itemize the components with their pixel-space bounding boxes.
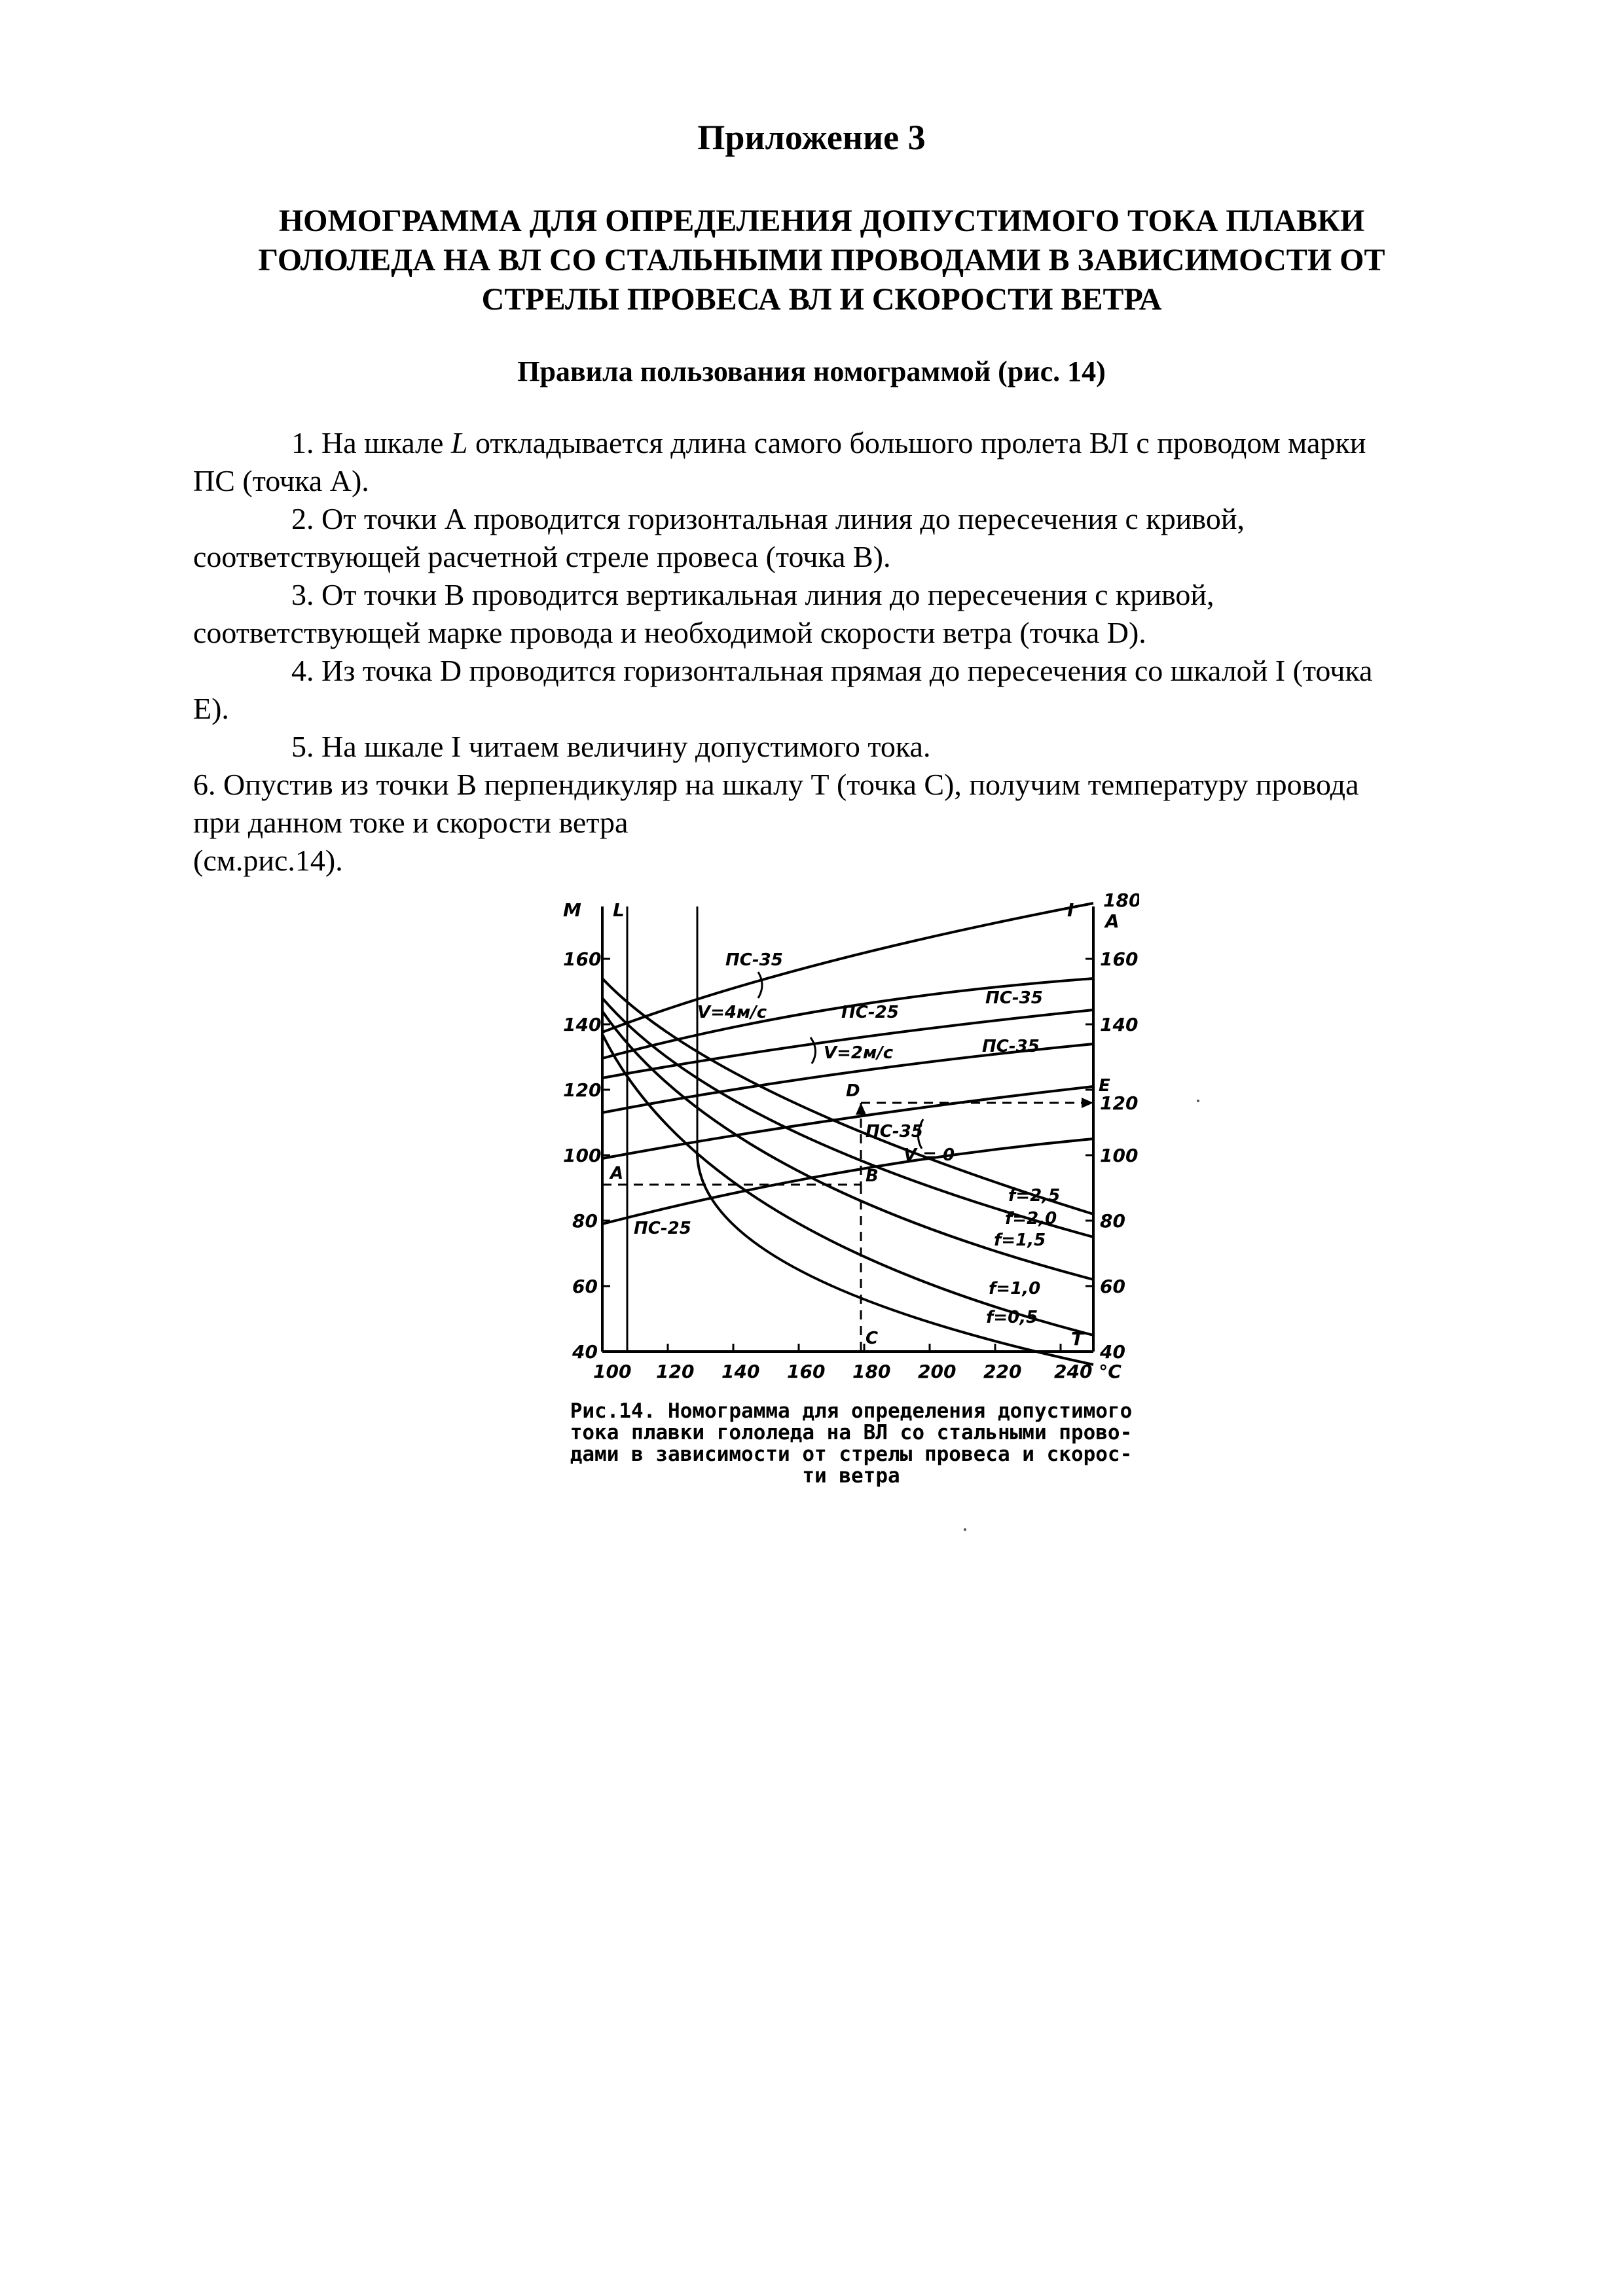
main-title (183, 202, 1460, 319)
rule-text: 3. От точки В проводится вертикальная линия до пересечения с кривой, (291, 578, 1214, 611)
left-unit-label: М (563, 899, 581, 921)
left-tick: 120 (563, 1079, 602, 1101)
right-tick: 160 (1100, 948, 1139, 970)
bottom-tick: 100 (593, 1361, 632, 1382)
curve-label: V = 0 (903, 1145, 955, 1165)
leader-v2 (811, 1037, 816, 1064)
curve-label: ПС-25 (634, 1219, 691, 1238)
nomogram-chart (550, 887, 1139, 1397)
caption-line: Рис.14. Номограмма для определения допустимого (570, 1399, 1133, 1423)
curve-label: ПС-35 (725, 950, 783, 970)
bottom-tick: 160 (787, 1361, 826, 1382)
arrow-e-icon (1082, 1098, 1093, 1108)
l-axis-label: L (613, 899, 625, 921)
rule-5 (193, 728, 1476, 766)
caption-line: тока плавки гололеда на ВЛ со стальными прово- (570, 1421, 1133, 1444)
sag-label: f=1,0 (989, 1279, 1041, 1299)
sag-label: f=1,5 (994, 1230, 1046, 1250)
bottom-tick: 220 (983, 1361, 1022, 1382)
sag-label: f=0,5 (986, 1308, 1038, 1327)
rule-text: откладывается длина самого большого пролета ВЛ с проводом марки (467, 426, 1366, 459)
sag-label: f=2,0 (1005, 1209, 1057, 1229)
right-tick: 120 (1100, 1092, 1139, 1114)
rule-text: 1. На шкале (291, 426, 451, 459)
scale-l-symbol: L (450, 426, 468, 459)
appendix-title: Приложение 3 (697, 118, 926, 157)
point-c-label: С (866, 1329, 879, 1348)
bottom-tick: 240 °С (1054, 1361, 1122, 1382)
bottom-tick: 200 (918, 1361, 957, 1382)
rule-text-cont: ПС (точка А). (193, 464, 369, 497)
right-tick: 60 (1100, 1276, 1125, 1297)
rule-text-cont: соответствующей марке провода и необходимой скорости ветра (точка D). (193, 616, 1146, 649)
rule-text-cont: (см.рис.14). (193, 844, 343, 877)
curve-label: ПС-35 (982, 1037, 1040, 1056)
point-a-label: А (610, 1164, 624, 1183)
rules-heading: Правила пользования номограммой (рис. 14) (517, 355, 1106, 387)
rule-text-cont: E). (193, 692, 229, 725)
rule-4 (193, 652, 1476, 728)
bottom-tick: 180 (852, 1361, 891, 1382)
rule-text-cont: соответствующей расчетной стреле провеса (точка В). (193, 540, 891, 573)
caption-line: дами в зависимости от стрелы провеса и скорос- (570, 1443, 1133, 1466)
caption-line: ти ветра (802, 1464, 900, 1488)
rule-text: 5. На шкале I читаем величину допустимого тока. (291, 730, 931, 763)
curve-label: V=4м/с (697, 1003, 767, 1022)
leader-v4 (758, 972, 762, 998)
main-title-line: ГОЛОЛЕДА НА ВЛ СО СТАЛЬНЫМИ ПРОВОДАМИ В ЗАВИСИМОСТИ ОТ (258, 243, 1385, 278)
rule-2 (193, 500, 1476, 576)
left-tick: 60 (572, 1276, 598, 1297)
rule-text: 4. Из точка D проводится горизонтальная прямая до пересечения со шкалой I (точка (291, 654, 1373, 687)
main-title-line: СТРЕЛЫ ПРОВЕСА ВЛ И СКОРОСТИ ВЕТРА (481, 282, 1162, 317)
left-tick: 160 (563, 948, 602, 970)
rule-6 (193, 766, 1476, 880)
t-axis-label: T (1071, 1328, 1084, 1350)
nomogram-figure (550, 887, 1139, 1401)
i-axis-label: I (1067, 899, 1074, 921)
curve-label: ПС-35 (866, 1122, 923, 1141)
right-tick: 100 (1100, 1145, 1139, 1166)
left-tick: 140 (563, 1014, 602, 1035)
right-unit-label: А (1105, 910, 1120, 932)
arrow-d-icon (856, 1103, 866, 1115)
rule-text: 2. От точки А проводится горизонтальная линия до пересечения с кривой, (291, 502, 1245, 535)
point-e-label: Е (1099, 1076, 1110, 1096)
point-d-label: D (846, 1081, 860, 1101)
bottom-tick: 120 (656, 1361, 695, 1382)
left-tick: 100 (563, 1145, 602, 1166)
curve-label: ПС-25 (841, 1003, 899, 1022)
rule-text-cont: при данном токе и скорости ветра (193, 806, 629, 839)
rule-1 (193, 424, 1476, 500)
scan-speck (964, 1528, 966, 1531)
figure-caption (537, 1401, 1165, 1487)
left-tick: 40 (572, 1341, 598, 1363)
right-top-value: 180 (1103, 889, 1139, 911)
point-b-label: В (866, 1166, 879, 1186)
right-tick: 140 (1100, 1014, 1139, 1035)
right-tick: 80 (1100, 1210, 1125, 1232)
bottom-tick: 140 (721, 1361, 760, 1382)
main-title-line: НОМОГРАММА ДЛЯ ОПРЕДЕЛЕНИЯ ДОПУСТИМОГО ТОКА ПЛАВКИ (278, 204, 1365, 238)
scan-speck (1197, 1100, 1199, 1102)
curve-label: V=2м/с (824, 1043, 894, 1063)
sag-label: f=2,5 (1008, 1186, 1061, 1206)
curve-label: ПС-35 (985, 988, 1043, 1008)
rule-3 (193, 576, 1476, 652)
right-tick: 40 (1100, 1341, 1125, 1363)
left-tick: 80 (572, 1210, 598, 1232)
rule-text: 6. Опустив из точки В перпендикуляр на шкалу Т (точка С), получим температуру провода (193, 768, 1359, 801)
